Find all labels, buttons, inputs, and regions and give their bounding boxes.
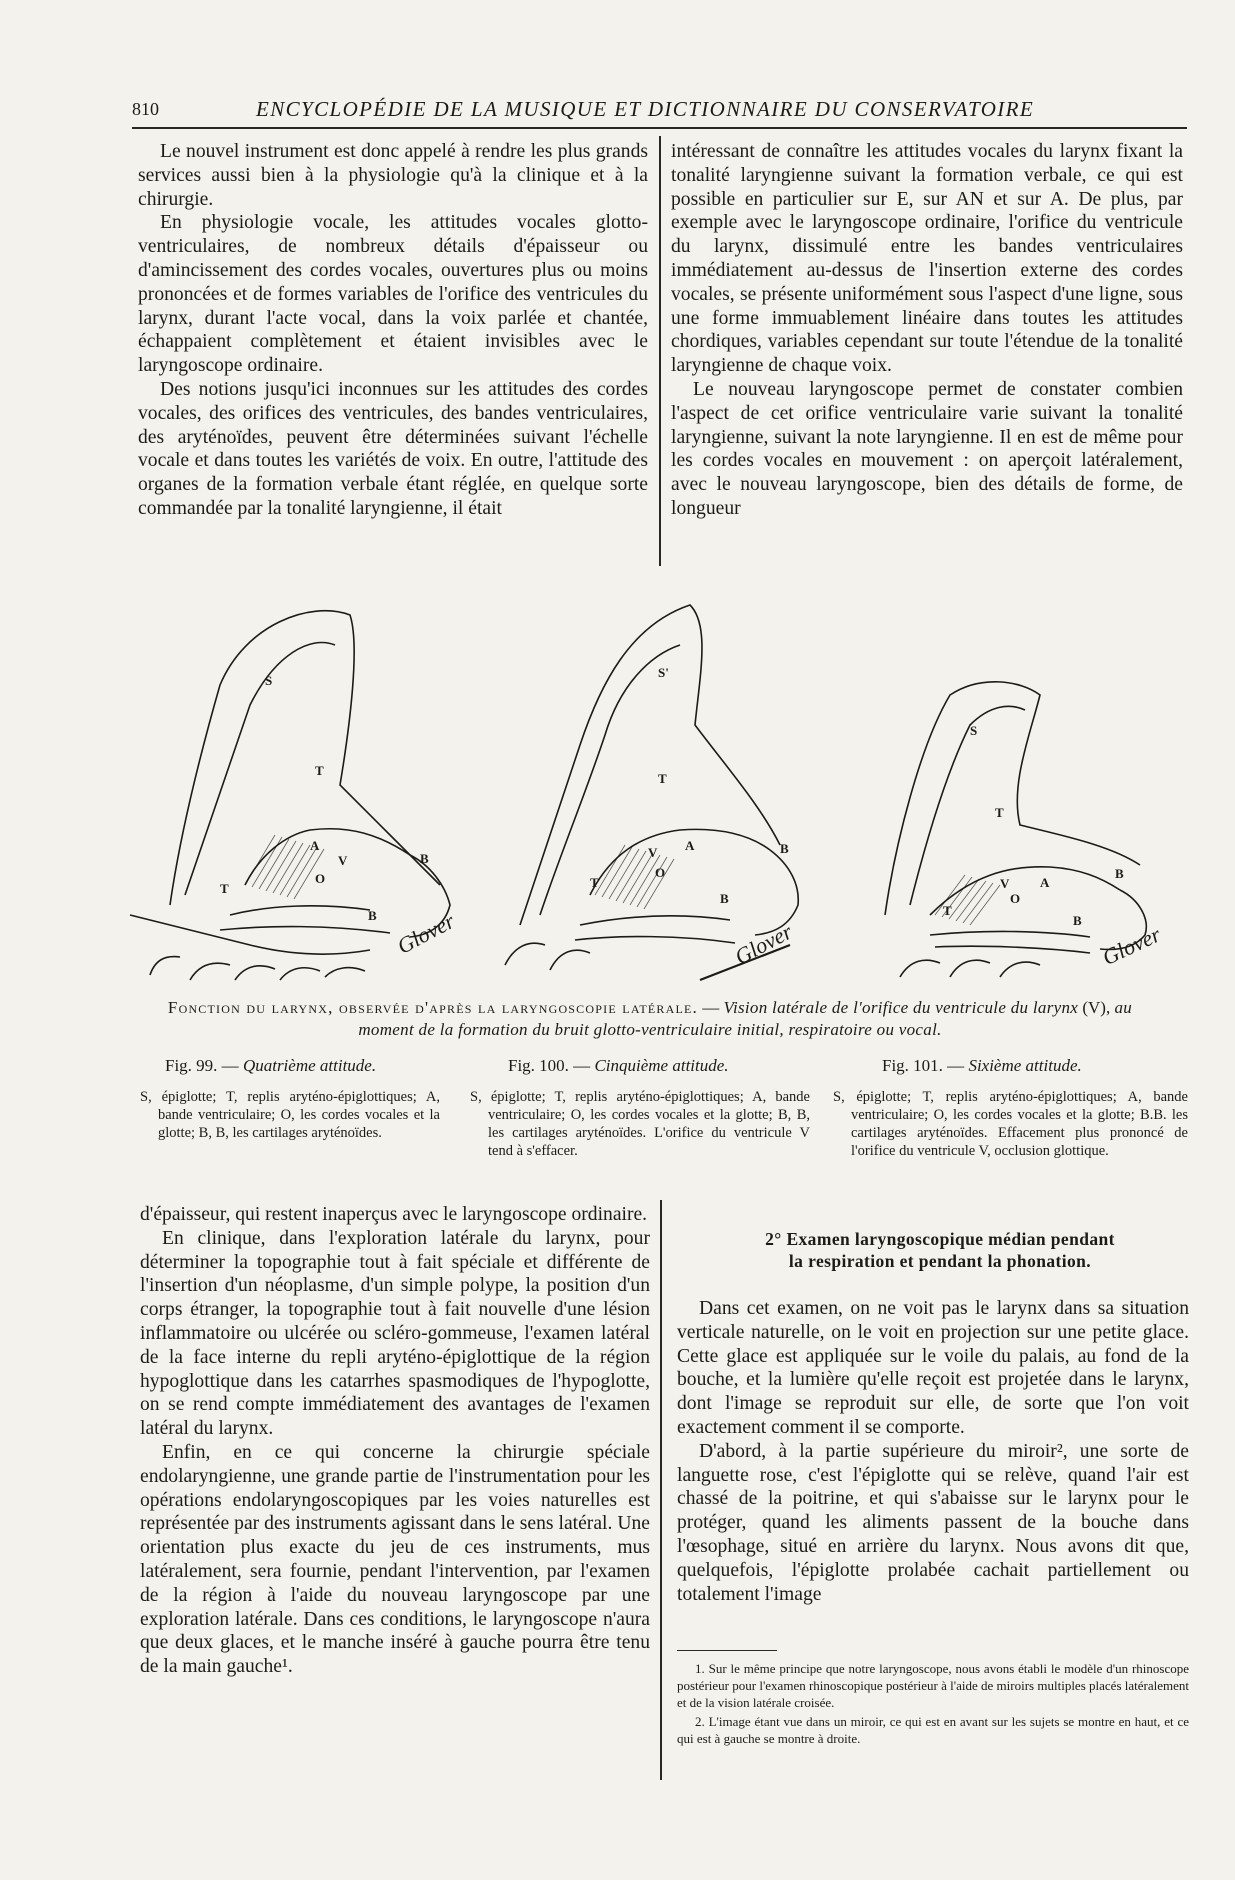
label-b: B: [368, 908, 377, 923]
page-number: 810: [132, 99, 159, 119]
footnote: 1. Sur le même principe que notre laryngoscope, nous avons établi le modèle d'un rhinoscope postérieur pour l'examen rhinoscopique postérieur à l'aide de miroirs multiples placés latéralement et de la vision latérale croisée.: [677, 1661, 1189, 1710]
label-v: V: [1000, 876, 1010, 891]
figure-group: [110, 585, 1210, 990]
figure-101-label: Fig. 101. — Sixième attitude.: [882, 1056, 1082, 1075]
label-s: S': [658, 665, 669, 680]
paragraph: D'abord, à la partie supérieure du miroir², une sorte de languette rose, c'est l'épiglotte qui se relève, quand l'air est chassé de la poitrine, et qui s'abaisse sur le larynx pour le protéger, quand les aliments passent de la bouche dans l'œsophage, situé en arrière du larynx. Nous avons dit que, quelquefois, l'épiglotte prolabée cachait partiellement ou totalement l'image: [677, 1440, 1189, 1605]
column-right-top: [671, 140, 1183, 521]
label-v: V: [338, 853, 348, 868]
caption-italic: Vision latérale de l'orifice du ventricule du larynx: [723, 998, 1079, 1017]
label-a: A: [685, 838, 695, 853]
caption-italic: au moment de la formation du bruit glotto-ventriculaire initial, respiratoire ou vocal.: [358, 998, 1133, 1039]
footnote-rule: [677, 1650, 777, 1651]
paragraph: Le nouvel instrument est donc appelé à rendre les plus grands services aussi bien à la physiologie qu'à la clinique et à la chirurgie.: [138, 141, 648, 210]
label-t: T: [590, 875, 599, 890]
artist-signature: Glover: [1098, 921, 1165, 970]
column-divider: [660, 1200, 662, 1780]
paragraph: intéressant de connaître les attitudes vocales du larynx fixant la tonalité laryngienne suivant la formation verbale, ce qui est possible en particulier sur E, sur AN et sur A. De plus, par exemple avec le laryngoscope ordinaire, l'orifice du ventricule du larynx, dissimulé entre les bandes ventriculaires immédiatement au-dessus de l'insertion externe des cordes vocales, se présente uniformément sous l'aspect d'une ligne, sous une forme immuablement linéaire dans toutes les attitudes chordiques, variables cependant sur toute l'étendue de la tonalité laryngienne de chaque voix.: [671, 141, 1183, 377]
label-v: V: [648, 845, 658, 860]
artist-signature: Glover: [730, 918, 797, 970]
label-a: A: [310, 838, 320, 853]
label-t: T: [315, 763, 324, 778]
label-t: T: [220, 881, 229, 896]
paragraph: Enfin, en ce qui concerne la chirurgie spéciale endolaryngienne, une grande partie de l'instrumentation pour les opérations endolaryngoscopiques par les voies naturelles est représentée par des instruments agissant dans le sens latéral. Une orientation plus exacte du jeu de ces instruments, mus latéralement, sera fournie, pendant l'intervention, par l'examen de la région à l'aide du nouveau laryngoscope par une exploration latérale. Dans ces conditions, le laryngoscope n'aura que deux glaces, et le manche inséré à gauche pourra être tenu de la main gauche¹.: [140, 1441, 650, 1678]
column-left-top: [138, 140, 648, 521]
figure-99-legend: S, épiglotte; T, replis aryténo-épiglottiques; A, bande ventriculaire; O, les cordes vocales et la glotte; B, B, les cartilages aryténoïdes.: [140, 1089, 440, 1141]
label-b: B: [1115, 866, 1124, 881]
label-b: B: [420, 851, 429, 866]
figure-99-label: Fig. 99. — Quatrième attitude.: [165, 1056, 377, 1075]
footnote: 2. L'image étant vue dans un miroir, ce qui est en avant sur les sujets se montre en haut, et ce qui est à gauche se montre à droite.: [677, 1714, 1189, 1746]
caption-title: Fonction du larynx, observée d'après la laryngoscopie latérale.: [167, 998, 699, 1017]
label-b: B: [780, 841, 789, 856]
label-o: O: [1010, 891, 1021, 906]
running-header: [132, 97, 1187, 129]
column-left-bottom: [140, 1203, 650, 1679]
figure-caption: [150, 997, 1150, 1041]
label-a: A: [1040, 875, 1050, 890]
paragraph: Des notions jusqu'ici inconnues sur les attitudes des cordes vocales, des orifices des ventricules, des bandes ventriculaires, des aryténoïdes, peuvent être déterminées suivant l'échelle vocale et dans toutes les variétés de voix. En outre, l'attitude des organes de la formation verbale étant réglée, en quelque sorte commandée par la tonalité laryngienne, il était: [138, 378, 648, 519]
section-heading: 2° Examen laryngoscopique médian pendant la respiration et pendant la phonation.: [765, 1229, 1115, 1271]
figure-101-legend: S, épiglotte; T, replis aryténo-épiglottiques; A, bande ventriculaire; O, les cordes vocales et la glotte; B.B. les cartilages aryténoïdes. Effacement plus prononcé de l'orifice du ventricule V, occlusion glottique.: [833, 1089, 1188, 1159]
figure-100-label: Fig. 100. — Cinquième attitude.: [508, 1056, 729, 1075]
label-t: T: [995, 805, 1004, 820]
column-right-bottom: [677, 1297, 1189, 1606]
figure-100-legend: S, épiglotte; T, replis aryténo-épiglottiques; A, bande ventriculaire; O, les cordes vocales et la glotte; B, B, les cartilages aryténoïdes. L'orifice du ventricule V tend à s'effacer.: [470, 1089, 810, 1159]
label-o: O: [655, 865, 666, 880]
label-b: B: [720, 891, 729, 906]
caption-v: (V),: [1078, 998, 1115, 1017]
paragraph: En physiologie vocale, les attitudes vocales glotto-ventriculaires, de nombreux détails d'épaisseur ou d'amincissement des cordes vocales, ouvertures plus ou moins prononcées et de formes variables de l'orifice des ventricules du larynx, durant l'acte vocal, dans la voix parlée et chantée, échappaient complètement et étaient invisibles avec le laryngoscope ordinaire.: [138, 212, 648, 377]
running-title: ENCYCLOPÉDIE DE LA MUSIQUE ET DICTIONNAIRE DU CONSERVATOIRE: [256, 97, 1035, 121]
label-s: S: [970, 723, 978, 738]
footnotes: [677, 1660, 1189, 1749]
label-o: O: [315, 871, 326, 886]
paragraph: Le nouveau laryngoscope permet de constater combien l'aspect de cet orifice ventriculaire varie suivant la tonalité laryngienne, suivant la note laryngienne. Il en est de même pour les cordes vocales en mouvement : on aperçoit latéralement, avec le nouveau laryngoscope, bien des détails de forme, de longueur: [671, 378, 1183, 519]
label-b: B: [1073, 913, 1082, 928]
artist-signature: Glover: [392, 908, 459, 959]
label-t: T: [943, 903, 952, 918]
paragraph: En clinique, dans l'exploration latérale du larynx, pour déterminer la topographie tout à fait spéciale et différente de l'insertion d'un néoplasme, d'un simple polype, la position d'un corps étranger, la topographie tout à fait nouvelle d'une lésion inflammatoire ou ulcérée ou scléro-gommeuse, l'examen latéral de la face interne du repli aryténo-épiglottique de la région hypoglottique dans les catarrhes spasmodiques de l'hypoglotte, on se rend compte immédiatement des avantages de l'examen latéral du larynx.: [140, 1227, 650, 1440]
column-divider: [659, 136, 661, 566]
figure-100-drawing: [480, 585, 840, 985]
caption-dash: —: [698, 998, 724, 1017]
paragraph: Dans cet examen, on ne voit pas le larynx dans sa situation verticale naturelle, on le voit en projection sur une petite glace. Cette glace est appliquée sur le voile du palais, au fond de la bouche, et la lumière qu'elle reçoit est projetée dans le larynx, dont l'image se reproduit sur elle, de sorte que l'on voit exactement comment il se comporte.: [677, 1298, 1189, 1438]
figure-101-drawing: [840, 585, 1210, 985]
figure-99-drawing: [110, 585, 480, 985]
paragraph: d'épaisseur, qui restent inaperçus avec le laryngoscope ordinaire.: [140, 1204, 648, 1225]
label-t: T: [658, 771, 667, 786]
label-s: S: [265, 673, 273, 688]
